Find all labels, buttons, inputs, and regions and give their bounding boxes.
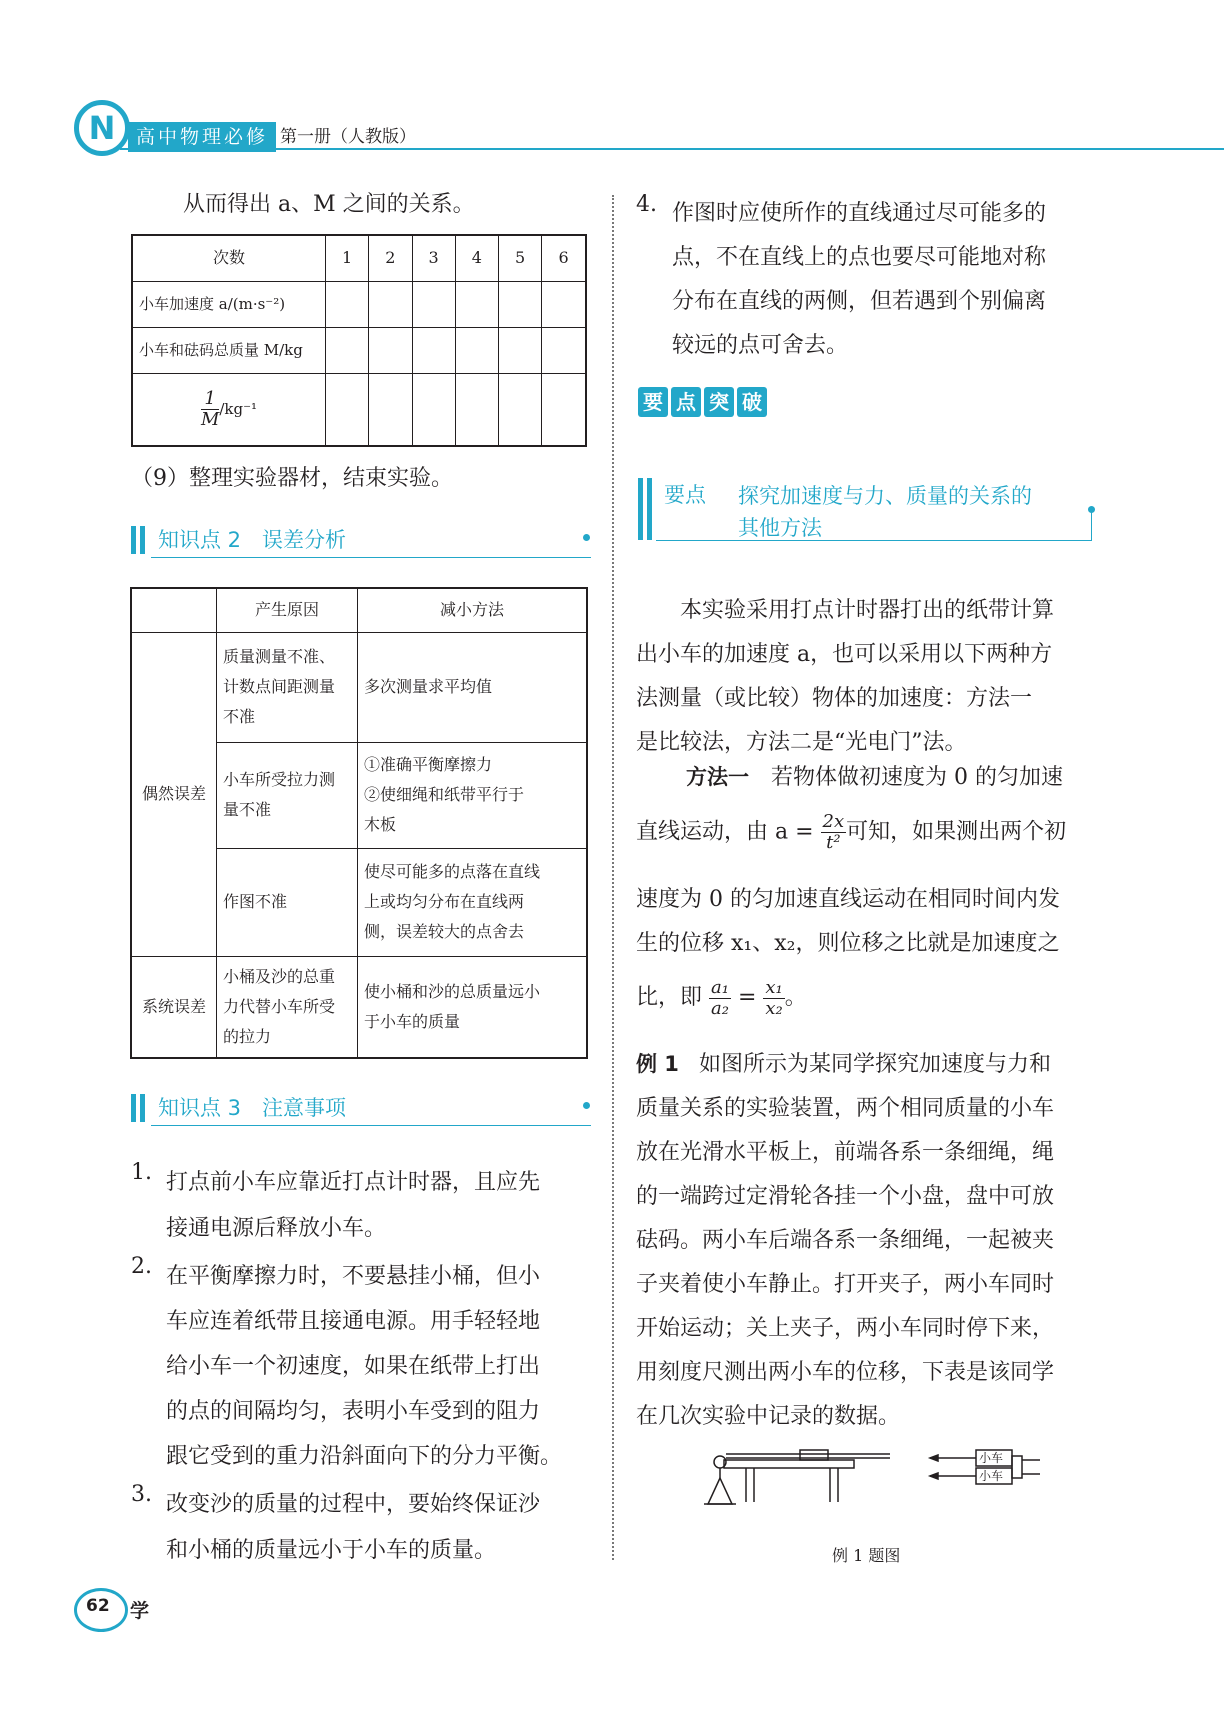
acceleration-formula: $\frac{2x}{\text{t²}}$ bbox=[822, 811, 845, 853]
logo-n-icon: N bbox=[74, 100, 130, 156]
figure-caption: 例 1 题图 bbox=[832, 1546, 901, 1565]
volume-label: 第一册（人教版） bbox=[280, 127, 416, 147]
paragraph-method-1: 速度为 0 的匀加速直线运动在相同时间内发 生的位移 x₁、x₂，则位移之比就是加速度之 bbox=[636, 887, 1060, 956]
cause-cell: 小车所受拉力测 量不准 bbox=[217, 742, 358, 848]
column-divider bbox=[612, 195, 614, 1560]
method-cell: 使小桶和沙的总质量远小 于小车的质量 bbox=[358, 956, 588, 1058]
table-col: 4 bbox=[455, 235, 498, 281]
table-col: 2 bbox=[369, 235, 412, 281]
list-item: 3. 改变沙的质量的过程中，要始终保证沙 和小桶的质量远小于小车的质量。 bbox=[131, 1482, 541, 1563]
method-cell: ①准确平衡摩擦力 ②使细绳和纸带平行于 木板 bbox=[358, 742, 588, 848]
weight-pan-icon bbox=[708, 1478, 732, 1504]
table-board bbox=[724, 1460, 854, 1468]
table-row-inverse-mass: $\frac{1}{M}$ /kg⁻¹ bbox=[132, 373, 326, 446]
paragraph-intro: 本实验采用打点计时器打出的纸带计算 出小车的加速度 a，也可以采用以下两种方 法测量（或比较）物体的加速度：方法一 是比较法，方法二是“光电门”法。 bbox=[636, 598, 1055, 755]
ratio-line: 比，即 $\frac{\text{a₁}}{\text{a₂}}$ = $\frac{\text{x₁}}{\text{x₂}}$ 。 bbox=[636, 976, 807, 1019]
cause-cell: 小桶及沙的总重 力代替小车所受 的拉力 bbox=[217, 956, 358, 1058]
list-item: 1. 打点前小车应靠近打点计时器，且应先 接通电源后释放小车。 bbox=[131, 1160, 541, 1241]
table-col: 5 bbox=[499, 235, 542, 281]
cart-1-label: 小车 bbox=[979, 1451, 1004, 1465]
example-1: 例 1 如图所示为某同学探究加速度与力和 质量关系的实验装置，两个相同质量的小车 放在光滑水平板上，前端各系一条细绳，绳 的一端跨过定滑轮各挂一个小盘，盘中可放 砝码。两小车后端各系一条细绳，一起被夹 子夹着使小车静止。打开夹子，两小车同时 开始运动；关上夹子，两小车同时停下来， 用刻度尺测出两小车的位移，下表是该同学 在几次实验中记录的数据。 bbox=[636, 1052, 1055, 1429]
table-col: 3 bbox=[412, 235, 455, 281]
data-table bbox=[131, 234, 587, 447]
header-cause: 产生原因 bbox=[217, 588, 358, 632]
banner-char: 要 bbox=[638, 387, 668, 417]
list-item: 2. 在平衡摩擦力时，不要悬挂小桶，但小 车应连着纸带且接通电源。用手轻轻地 给小车一个初速度，如果在纸带上打出 的点的间隔均匀，表明小车受到的阻力 跟它受到的重力沿斜面向下的分力平衡。 bbox=[131, 1254, 563, 1469]
cause-cell: 作图不准 bbox=[217, 848, 358, 956]
section-heading-kp2 bbox=[131, 524, 589, 558]
table-row-label: 小车和砝码总质量 M/kg bbox=[132, 327, 326, 373]
book-title: 高中物理必修 bbox=[128, 122, 276, 152]
accidental-error-label: 偶然误差 bbox=[131, 632, 217, 956]
notes-list bbox=[131, 1160, 601, 1574]
method-1-line: 方法一 若物体做初速度为 0 的匀加速 bbox=[686, 765, 1063, 790]
intro-text: 从而得出 a、M 之间的关系。 bbox=[183, 192, 475, 217]
key-point-heading bbox=[638, 478, 1098, 542]
table-row-label: 小车加速度 a/(m·s⁻²) bbox=[132, 281, 326, 327]
key-point-label: 要点 bbox=[664, 483, 706, 507]
kp3-title: 知识点 3 注意事项 bbox=[158, 1096, 347, 1120]
table-col: 1 bbox=[326, 235, 369, 281]
table-col: 6 bbox=[542, 235, 586, 281]
clip-icon bbox=[1012, 1456, 1022, 1478]
step-9: （9）整理实验器材，结束实验。 bbox=[131, 466, 453, 491]
footer-label: 学 bbox=[130, 1600, 150, 1622]
banner-char: 点 bbox=[671, 387, 701, 417]
kp2-title: 知识点 2 误差分析 bbox=[158, 528, 347, 552]
banner-char: 破 bbox=[737, 387, 767, 417]
method-cell: 多次测量求平均值 bbox=[358, 632, 588, 742]
inverse-mass-fraction: $\frac{1}{M}$ bbox=[200, 387, 220, 430]
systematic-error-label: 系统误差 bbox=[131, 956, 217, 1058]
equation-line: 直线运动，由 a = $\frac{2x}{\text{t²}}$ 可知，如果测出两个初 bbox=[636, 811, 1067, 853]
error-analysis-table bbox=[130, 587, 588, 1059]
method-cell: 使尽可能多的点落在直线 上或均匀分布在直线两 侧，误差较大的点舍去 bbox=[358, 848, 588, 956]
table-head-label: 次数 bbox=[132, 235, 326, 281]
page-number: 62 bbox=[86, 1596, 110, 1616]
cart-2-label: 小车 bbox=[979, 1469, 1004, 1483]
cause-cell: 质量测量不准、 计数点间距测量 不准 bbox=[217, 632, 358, 742]
key-point-title: 探究加速度与力、质量的关系的 其他方法 bbox=[738, 484, 1032, 540]
section-heading-kp3 bbox=[131, 1092, 589, 1126]
banner-char: 突 bbox=[704, 387, 734, 417]
header-method: 减小方法 bbox=[358, 588, 588, 632]
